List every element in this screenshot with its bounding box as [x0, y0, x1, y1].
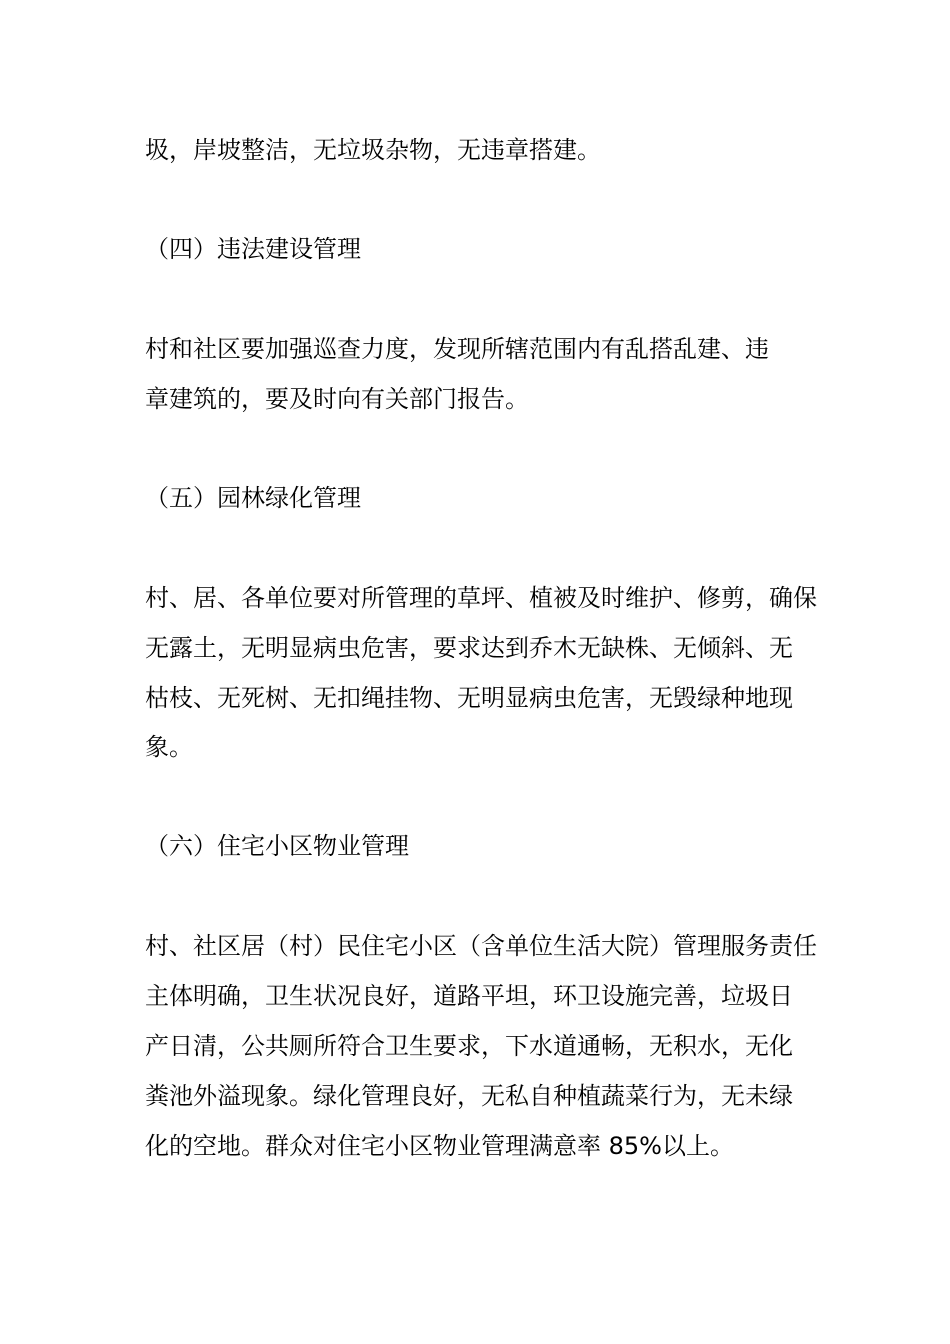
section-heading-4: （四）违法建设管理: [145, 235, 361, 263]
section-heading-6: （六）住宅小区物业管理: [145, 832, 409, 860]
paragraph-3-line-2: 无露土，无明显病虫危害，要求达到乔木无缺株、无倾斜、无: [145, 634, 793, 662]
paragraph-4-line-2: 主体明确，卫生状况良好，道路平坦，环卫设施完善，垃圾日: [145, 982, 793, 1010]
paragraph-4-line-5: 化的空地。群众对住宅小区物业管理满意率 85%以上。: [145, 1132, 734, 1160]
paragraph-3-line-1: 村、居、各单位要对所管理的草坪、植被及时维护、修剪，确保: [145, 584, 817, 612]
section-heading-5: （五）园林绿化管理: [145, 484, 361, 512]
paragraph-4-line-4: 粪池外溢现象。绿化管理良好，无私自种植蔬菜行为，无未绿: [145, 1082, 793, 1110]
paragraph-3-line-3: 枯枝、无死树、无扣绳挂物、无明显病虫危害，无毁绿种地现: [145, 684, 793, 712]
paragraph-4-line-3: 产日清，公共厕所符合卫生要求，下水道通畅，无积水，无化: [145, 1032, 793, 1060]
paragraph-1-line-1: 圾，岸坡整洁，无垃圾杂物，无违章搭建。: [145, 136, 601, 164]
paragraph-4-line-1: 村、社区居（村）民住宅小区（含单位生活大院）管理服务责任: [145, 932, 817, 960]
paragraph-2-line-1: 村和社区要加强巡查力度，发现所辖范围内有乱搭乱建、违: [145, 335, 769, 363]
paragraph-3-line-4: 象。: [145, 733, 193, 761]
paragraph-2-line-2: 章建筑的，要及时向有关部门报告。: [145, 385, 529, 413]
